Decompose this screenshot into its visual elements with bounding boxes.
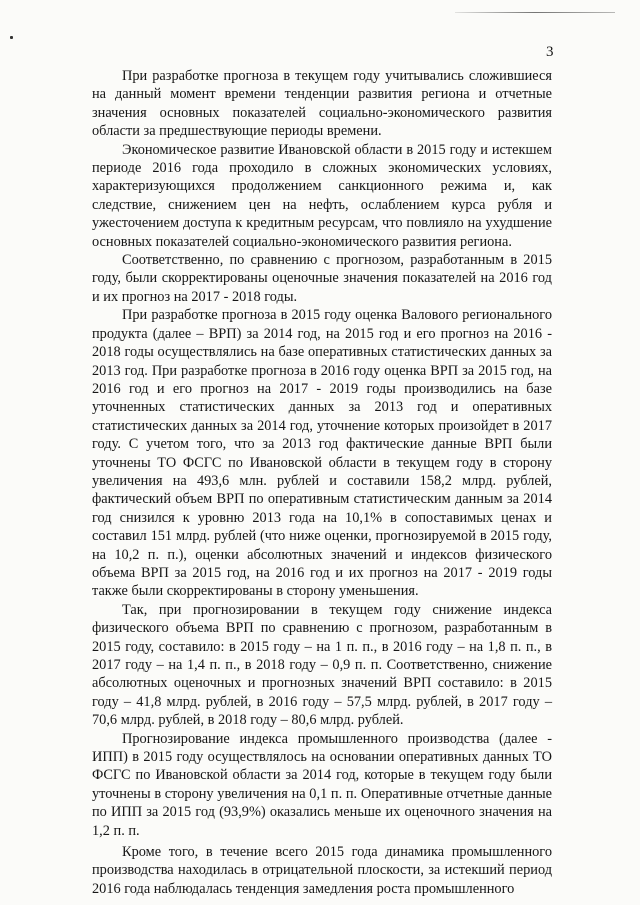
paragraph-industrial-dynamics: Кроме того, в течение всего 2015 года динамика промышленного производства находилась в отрицательной плоскости, за истекший период 2016 года наблюдалась тенденция замедления роста промышленного: [92, 844, 552, 897]
scan-artifact-line: [455, 12, 615, 13]
paragraph-industrial-index: Прогнозирование индекса промышленного производства (далее - ИПП) в 2015 году осуществлялось на основании оперативных данных ТО ФСГС по Ивановской области за 2014 год, которые в текущем году были уточнены в сторону увеличения на 0,1 п. п. Оперативные отчетные данные по ИПП за 2015 год (93,9%) оказались меньше их оценочного значения на 1,2 п. п.: [92, 730, 552, 839]
paragraph-adjustments: Соответственно, по сравнению с прогнозом, разработанным в 2015 году, были скорректированы оценочные значения показателей на 2016 год и их прогноз на 2017 - 2018 годы.: [92, 252, 552, 305]
paragraph-grp-estimate: При разработке прогноза в 2015 году оценка Валового регионального продукта (далее – ВРП) за 2014 год, на 2015 год и его прогноз на 2016 - 2018 годы осуществлялись на базе оперативных статистических данных за 2013 год. При разработке прогноза в 2016 году оценка ВРП за 2015 год, на 2016 год и его прогноз на 2017 - 2019 годы производились на базе уточненных статистических данных за 2013 год и оперативных статистических данных за 2014 год, уточнение которых произойдет в 2017 году. С учетом того, что за 2013 год фактические данные ВРП были уточнены ТО ФСГС по Ивановской области в текущем году в сторону увеличения на 493,6 млн. рублей и составили 158,2 млрд. рублей, фактический объем ВРП по оперативным статистическим данным за 2014 год снизился к уровню 2013 года на 10,1% в сопоставимых ценах и составил 151 млрд. рублей (что ниже оценки, прогнозируемой в 2015 году, на 10,2 п. п.), оценки абсолютных значений и индексов физического объема ВРП за 2015 год, на 2016 год и их прогноз на 2017 - 2019 годы также были скорректированы в сторону уменьшения.: [92, 307, 552, 600]
paragraph-grp-reduction: Так, при прогнозировании в текущем году снижение индекса физического объема ВРП по сравнению с прогнозом, разработанным в 2015 году, составило: в 2015 году – на 1 п. п., в 2016 году – на 1,8 п. п., в 2017 году – на 1,4 п. п., в 2018 году – 0,9 п. п. Соответственно, снижение абсолютных оценочных и прогнозных значений ВРП составило: в 2015 году – 41,8 млрд. рублей, в 2016 году – 57,5 млрд. рублей, в 2017 году – 70,6 млрд. рублей, в 2018 году – 80,6 млрд. рублей.: [92, 601, 552, 729]
paragraph-economic-conditions: Экономическое развитие Ивановской области в 2015 году и истекшем периоде 2016 года проходило в сложных экономических условиях, характеризующихся продолжением санкционного режима и, как следствие, снижением цен на нефть, ослаблением курса рубля и ужесточением доступа к кредитным ресурсам, что повлияло на ухудшение основных показателей социально-экономического развития региона.: [92, 141, 552, 250]
page-number: 3: [546, 44, 554, 60]
document-body: [92, 67, 552, 898]
paragraph-forecast-basis: При разработке прогноза в текущем году учитывались сложившиеся на данный момент времени тенденции развития региона и отчетные значения основных показателей социально-экономического развития области за предшествующие периоды времени.: [92, 68, 552, 140]
scan-speck: [10, 36, 13, 39]
